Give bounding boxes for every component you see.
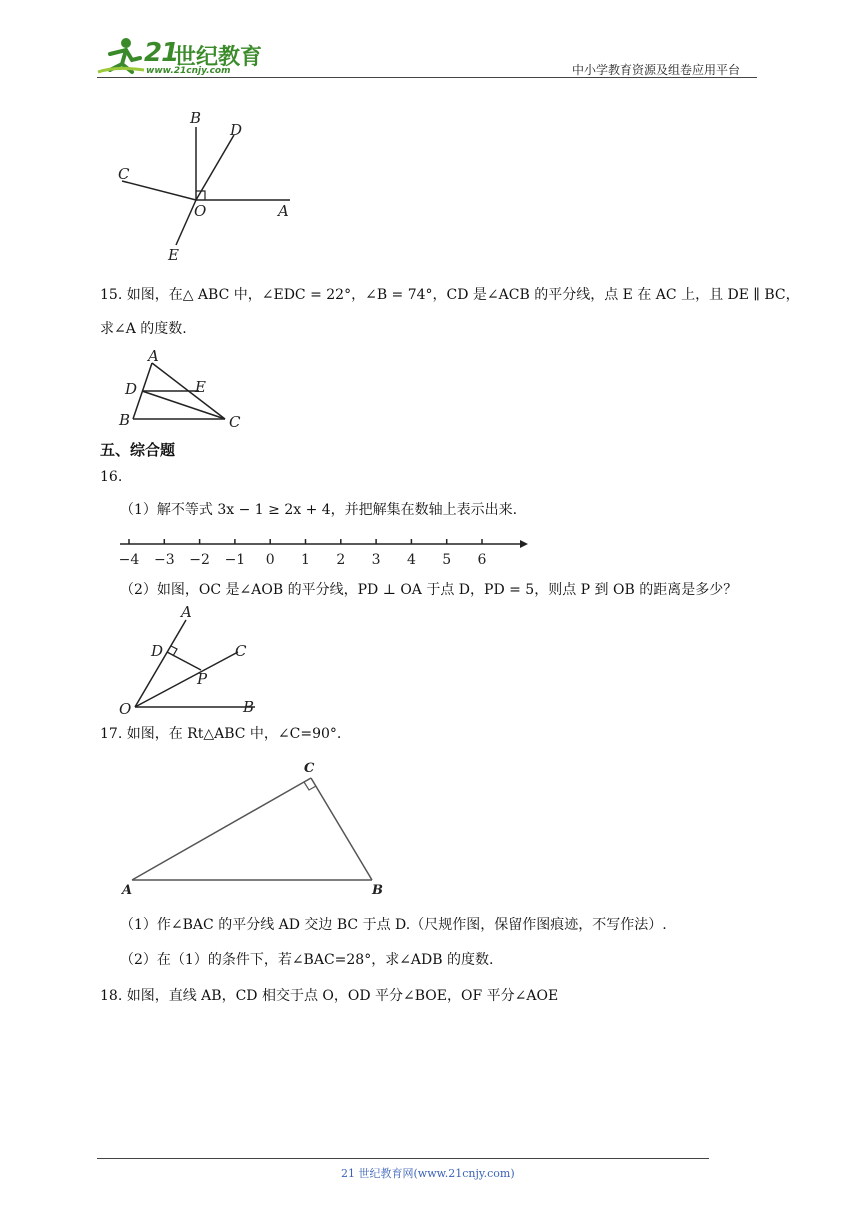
q18-line1: 18. 如图，直线 AB，CD 相交于点 O，OD 平分∠BOE，OF 平分∠AOE [100,988,559,1004]
footer-site-link[interactable]: 21 世纪教育网(www.21cnjy.com) [341,1167,515,1180]
label-o: O [194,202,207,220]
logo-url: www.21cnjy.com [146,66,231,76]
label-c: C [229,413,241,431]
site-logo [96,36,266,76]
label-c: C [304,761,315,776]
header-platform-name: 中小学教育资源及组卷应用平台 [572,63,741,77]
number-line-tick-label: −4 [118,552,140,568]
number-line-tick-label: 4 [406,552,416,568]
label-b: B [372,883,383,898]
q17-part1: （1）作∠BAC 的平分线 AD 交边 BC 于点 D.（尺规作图，保留作图痕迹，不写作法）. [120,917,667,933]
number-line-tick-label: −2 [189,552,210,568]
label-a: A [148,347,159,365]
q15-line2: 求∠A 的度数. [100,321,187,337]
figure-right-triangle-abc [118,756,398,896]
label-a: A [122,883,133,898]
q17-line1: 17. 如图，在 Rt△ABC 中，∠C=90°. [100,726,342,742]
figure-angle-bisector-aob [115,602,265,717]
label-b: B [243,698,255,716]
label-c: C [118,165,130,183]
header-divider [97,77,757,78]
label-b: B [119,411,131,429]
label-d: D [125,380,138,398]
number-line-tick-label: −1 [224,552,246,568]
label-d: D [230,121,243,139]
number-line-tick-label: 2 [336,552,346,568]
number-line [112,534,532,574]
label-e: E [168,246,179,264]
q16-number: 16. [100,469,123,485]
label-b: B [190,109,202,127]
q15-line1: 15. 如图，在△ ABC 中，∠EDC = 22°，∠B = 74°，CD 是∠ACB 的平分线，点 E 在 AC 上，且 DE ∥ BC， [100,287,800,303]
section-title: 五、综合题 [100,441,176,459]
logo-number: 21 [144,38,179,68]
label-a: A [278,202,289,220]
number-line-tick-label: 1 [301,552,310,568]
q16-part1: （1）解不等式 3x − 1 ≥ 2x + 4，并把解集在数轴上表示出来. [120,502,518,518]
label-e: E [195,378,206,396]
number-line-tick-label: 5 [442,552,452,568]
q16-part2: （2）如图，OC 是∠AOB 的平分线，PD ⊥ OA 于点 D，PD = 5，则点 P 到 OB 的距离是多少？ [120,582,738,598]
label-o: O [119,700,132,718]
logo-text: 世纪教育 [174,45,263,70]
label-p: P [197,670,208,688]
number-line-tick-label: −3 [153,552,175,568]
runner-logo-icon [96,36,146,76]
footer-divider [97,1158,709,1159]
number-line-tick-label: 6 [477,552,487,568]
figure-triangle-abc-de [115,347,265,431]
number-line-tick-label: 0 [265,552,275,568]
label-d: D [151,642,164,660]
label-c: C [235,642,247,660]
number-line-tick-label: 3 [371,552,381,568]
q17-part2: （2）在（1）的条件下，若∠BAC=28°，求∠ADB 的度数. [120,952,494,968]
label-a: A [181,603,192,621]
figure-angles-at-o [110,105,310,265]
